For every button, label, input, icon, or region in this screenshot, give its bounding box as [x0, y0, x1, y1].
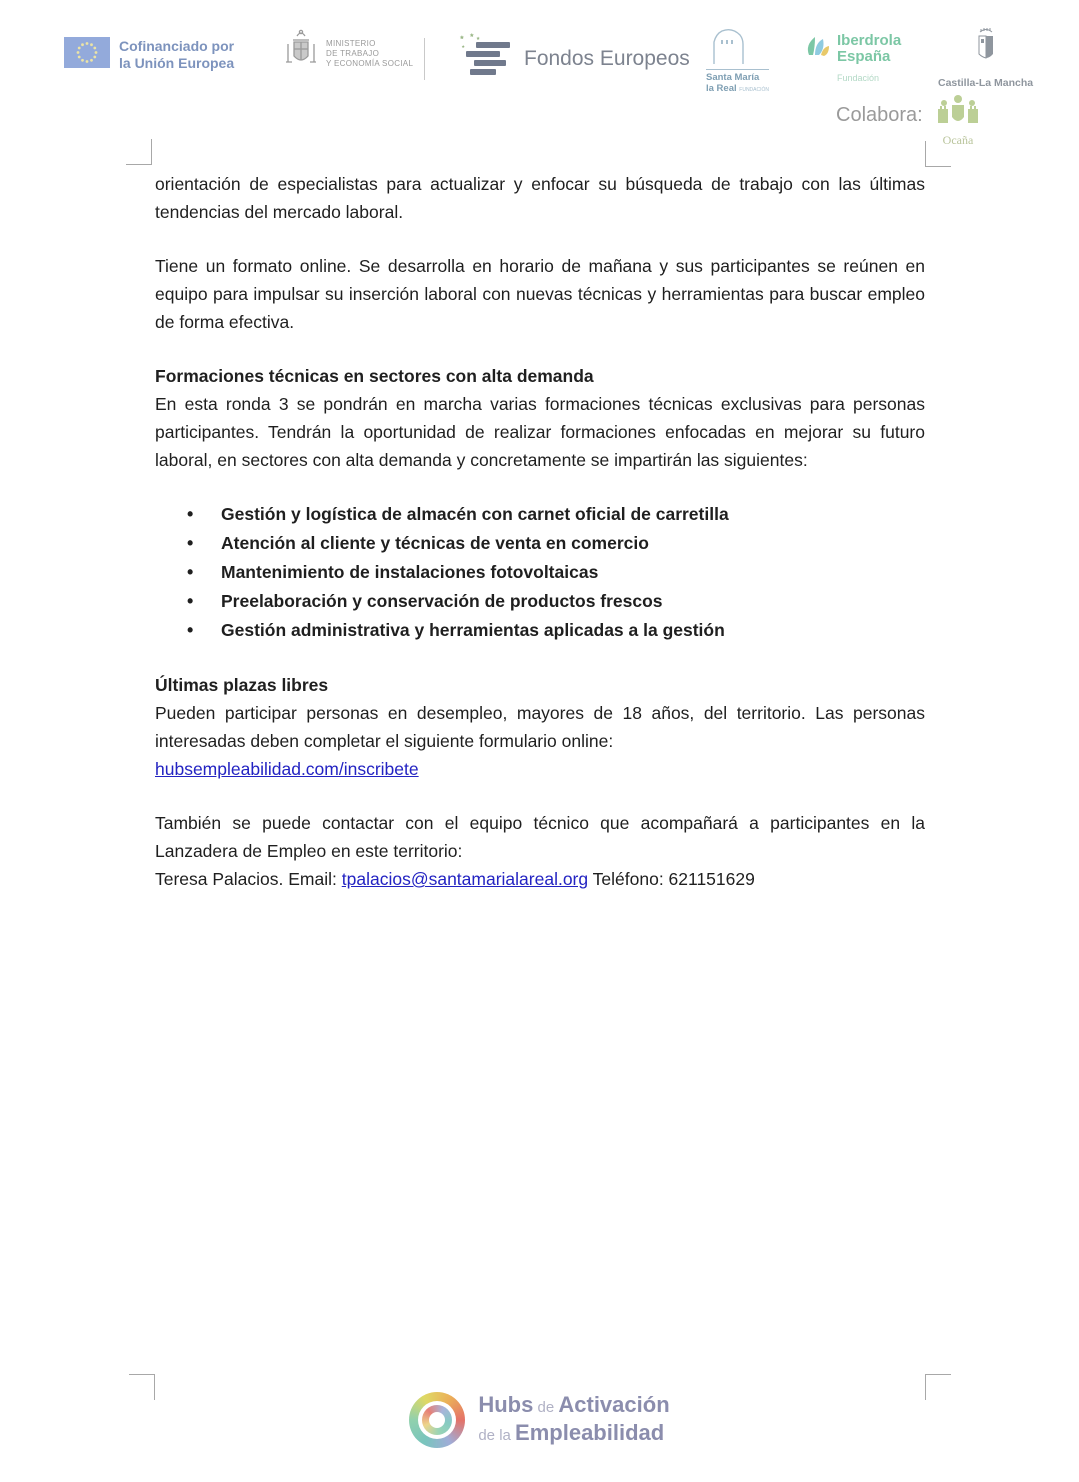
contact-details-line — [155, 865, 925, 893]
santa-maria-label: Santa María la Real FUNDACIÓN — [706, 69, 769, 96]
santa-maria-arch-icon — [706, 28, 750, 69]
ministerio-trabajo-logo — [283, 28, 413, 79]
bullet-item: • Gestión y logística de almacén con carnet oficial de carretilla — [221, 500, 925, 529]
contact-name: Teresa Palacios. Email: — [155, 869, 342, 889]
email-link[interactable]: tpalacios@santamarialareal.org — [341, 869, 589, 889]
eu-cofinanciado-label: Cofinanciado por la Unión Europea — [119, 38, 235, 71]
iberdrola-leaf-icon — [803, 33, 831, 68]
iberdrola-fundacion-logo — [803, 33, 901, 83]
heading-formaciones: Formaciones técnicas en sectores con alta demanda — [155, 366, 594, 386]
castilla-shield-icon — [971, 26, 1001, 75]
ocana-label: Ocaña — [942, 133, 974, 147]
paragraph-orientacion: orientación de especialistas para actualizar y enfocar su búsqueda de trabajo con las últimas tendencias del mercado laboral. — [155, 174, 925, 222]
hubs-empleabilidad-logo — [0, 1392, 1079, 1448]
paragraph-formato-online: Tiene un formato online. Se desarrolla en horario de mañana y sus participantes se reúnen en equipo para impulsar su inserción laboral con nuevas técnicas y herramientas para buscar empleo de forma efectiva. — [155, 256, 925, 332]
heading-ultimas-plazas: Últimas plazas libres — [155, 675, 329, 695]
crop-mark-top-right — [925, 141, 951, 167]
fondos-europeos-logo — [452, 33, 690, 84]
paragraph-formaciones: En esta ronda 3 se pondrán en marcha varias formaciones técnicas exclusivas para personas participantes. Tendrán la oportunidad de realizar formaciones enfocadas en mejorar su futuro laboral, en sectores con alta demanda y concretamente se impartirán las siguientes: — [155, 394, 925, 470]
ministerio-label: MINISTERIO DE TRABAJO Y ECONOMÍA SOCIAL — [326, 38, 414, 68]
hubs-logo-text: Hubs de Activación de la Empleabilidad — [478, 1392, 670, 1445]
fondos-europeos-icon — [452, 33, 516, 84]
ocana-logo — [930, 93, 986, 148]
santa-maria-la-real-logo — [706, 28, 769, 96]
phone-label: Teléfono: — [588, 869, 669, 889]
hubs-ring-icon — [409, 1392, 465, 1448]
paragraph-contacto — [155, 809, 925, 865]
header-logo-strip — [0, 0, 1079, 100]
bullet-item: • Gestión administrativa y herramientas aplicadas a la gestión — [221, 616, 925, 645]
fondos-europeos-label: Fondos Europeos — [524, 46, 690, 70]
iberdrola-label: Iberdrola España Fundación — [837, 32, 902, 83]
contact-intro: También se puede contactar con el equipo técnico que acompañará a participantes en la Lanzadera de Empleo en este territorio: — [155, 813, 925, 861]
paragraph-plazas — [155, 699, 925, 783]
phone-number: 621151629 — [668, 869, 755, 889]
formaciones-bullet-list — [155, 500, 925, 645]
eu-flag-icon — [64, 37, 110, 73]
document-body — [155, 170, 925, 919]
crop-mark-top-left — [126, 139, 152, 165]
eu-cofinanciado-logo — [64, 37, 234, 73]
bullet-item: • Mantenimiento de instalaciones fotovoltaicas — [221, 558, 925, 587]
plazas-text: Pueden participar personas en desempleo, mayores de 18 años, del territorio. Las personas interesadas deben completar el siguiente formulario online: — [155, 703, 925, 751]
castilla-la-mancha-logo — [938, 26, 1033, 89]
inscription-link[interactable]: hubsempleabilidad.com/inscribete — [155, 759, 419, 779]
bullet-item: • Preelaboración y conservación de productos frescos — [221, 587, 925, 616]
colabora-label: Colabora: — [836, 104, 923, 126]
header-divider — [424, 38, 425, 80]
bullet-item: • Atención al cliente y técnicas de venta en comercio — [221, 529, 925, 558]
ocana-crest-icon — [932, 114, 984, 131]
spain-coat-of-arms-icon — [283, 28, 319, 79]
castilla-label: Castilla-La Mancha — [938, 77, 1034, 89]
